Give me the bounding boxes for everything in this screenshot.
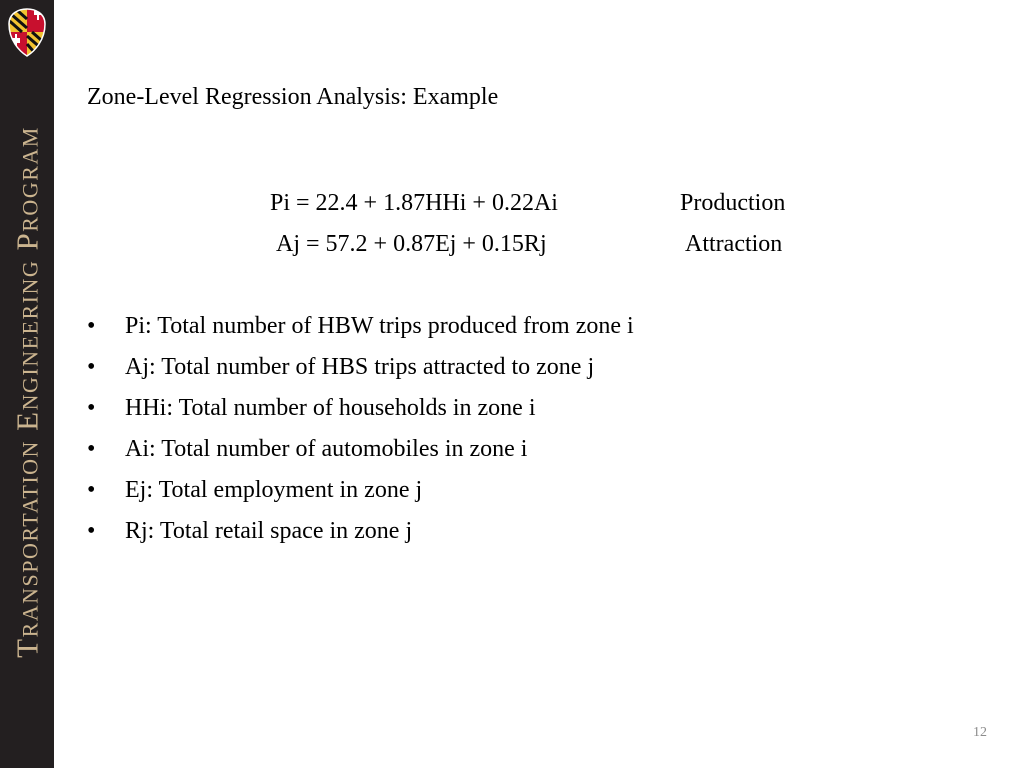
maryland-flag-shield-icon xyxy=(4,4,50,60)
production-label: Production xyxy=(680,190,786,216)
bullet-marker: • xyxy=(87,313,96,339)
definition-hhi: HHi: Total number of households in zone i xyxy=(125,395,536,421)
definition-pi: Pi: Total number of HBW trips produced from zone i xyxy=(125,313,634,339)
bullet-marker: • xyxy=(87,395,96,421)
slide-title: Zone-Level Regression Analysis: Example xyxy=(87,84,499,110)
program-name-vertical: Transportation Engineering Program xyxy=(9,126,45,658)
definition-ej: Ej: Total employment in zone j xyxy=(125,477,423,503)
attraction-equation: Aj = 57.2 + 0.87Ej + 0.15Rj xyxy=(276,231,547,257)
definition-ai: Ai: Total number of automobiles in zone i xyxy=(125,436,528,462)
bullet-marker: • xyxy=(87,354,96,380)
bullet-marker: • xyxy=(87,436,96,462)
production-equation: Pi = 22.4 + 1.87HHi + 0.22Ai xyxy=(270,190,558,216)
definition-aj: Aj: Total number of HBS trips attracted to zone j xyxy=(125,354,595,380)
bullet-marker: • xyxy=(87,477,96,503)
attraction-label: Attraction xyxy=(685,231,783,257)
bullet-marker: • xyxy=(87,518,96,544)
page-number: 12 xyxy=(973,725,987,740)
definition-rj: Rj: Total retail space in zone j xyxy=(125,518,413,544)
side-bar xyxy=(0,0,54,768)
